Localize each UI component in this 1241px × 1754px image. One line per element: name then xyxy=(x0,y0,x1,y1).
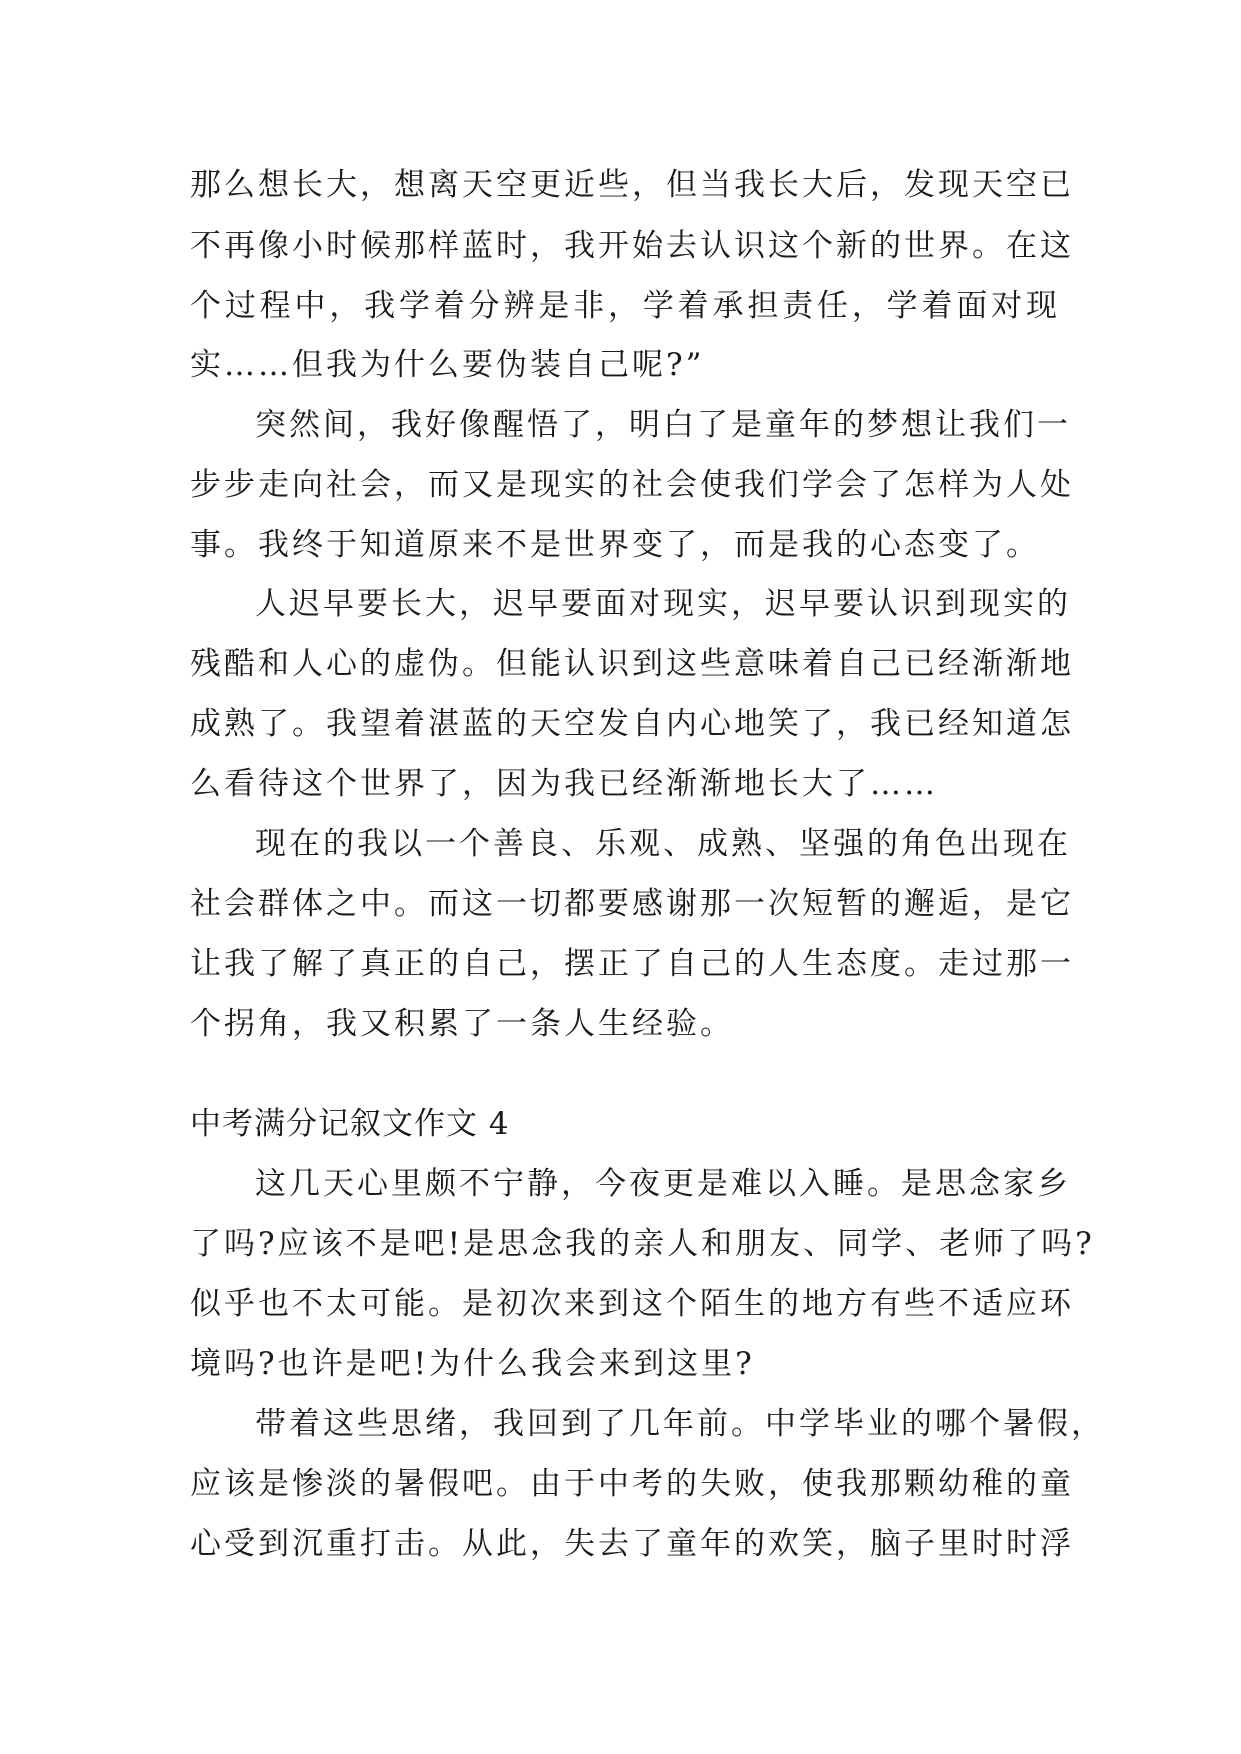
text-line: 社会群体之中。而这一切都要感谢那一次短暂的邂逅，是它 xyxy=(190,886,1074,922)
text-line: 带着这些思绪，我回到了几年前。中学毕业的哪个暑假， xyxy=(255,1406,1105,1442)
text-line: 似乎也不太可能。是初次来到这个陌生的地方有些不适应环 xyxy=(190,1286,1074,1322)
text-line: 心受到沉重打击。从此，失去了童年的欢笑，脑子里时时浮 xyxy=(190,1526,1074,1562)
text-line: 了吗?应该不是吧!是思念我的亲人和朋友、同学、老师了吗? xyxy=(190,1226,1095,1262)
text-line: 境吗?也许是吧!为什么我会来到这里? xyxy=(190,1346,755,1382)
text-line: 现在的我以一个善良、乐观、成熟、坚强的角色出现在 xyxy=(255,826,1071,862)
text-line: 个过程中，我学着分辨是非，学着承担责任，学着面对现 xyxy=(190,288,1060,324)
text-line: 人迟早要长大，迟早要面对现实，迟早要认识到现实的 xyxy=(255,586,1071,622)
text-line: 突然间，我好像醒悟了，明白了是童年的梦想让我们一 xyxy=(255,407,1071,443)
text-line: 残酷和人心的虚伪。但能认识到这些意味着自己已经渐渐地 xyxy=(190,646,1074,682)
text-line: 这几天心里颇不宁静，今夜更是难以入睡。是思念家乡 xyxy=(255,1166,1071,1202)
text-line: 么看待这个世界了，因为我已经渐渐地长大了…… xyxy=(190,766,938,802)
text-line: 个拐角，我又积累了一条人生经验。 xyxy=(190,1006,734,1042)
text-line: 那么想长大，想离天空更近些，但当我长大后，发现天空已 xyxy=(190,167,1074,203)
section-heading: 中考满分记叙文作文 4 xyxy=(190,1106,510,1142)
text-line: 成熟了。我望着湛蓝的天空发自内心地笑了，我已经知道怎 xyxy=(190,706,1074,742)
text-line: 不再像小时候那样蓝时，我开始去认识这个新的世界。在这 xyxy=(190,228,1074,264)
text-line: 应该是惨淡的暑假吧。由于中考的失败，使我那颗幼稚的童 xyxy=(190,1466,1074,1502)
text-line: 步步走向社会，而又是现实的社会使我们学会了怎样为人处 xyxy=(190,467,1074,503)
text-line: 让我了解了真正的自己，摆正了自己的人生态度。走过那一 xyxy=(190,946,1074,982)
text-line: 实……但我为什么要伪装自己呢?” xyxy=(190,347,705,383)
text-line: 事。我终于知道原来不是世界变了，而是我的心态变了。 xyxy=(190,527,1040,563)
